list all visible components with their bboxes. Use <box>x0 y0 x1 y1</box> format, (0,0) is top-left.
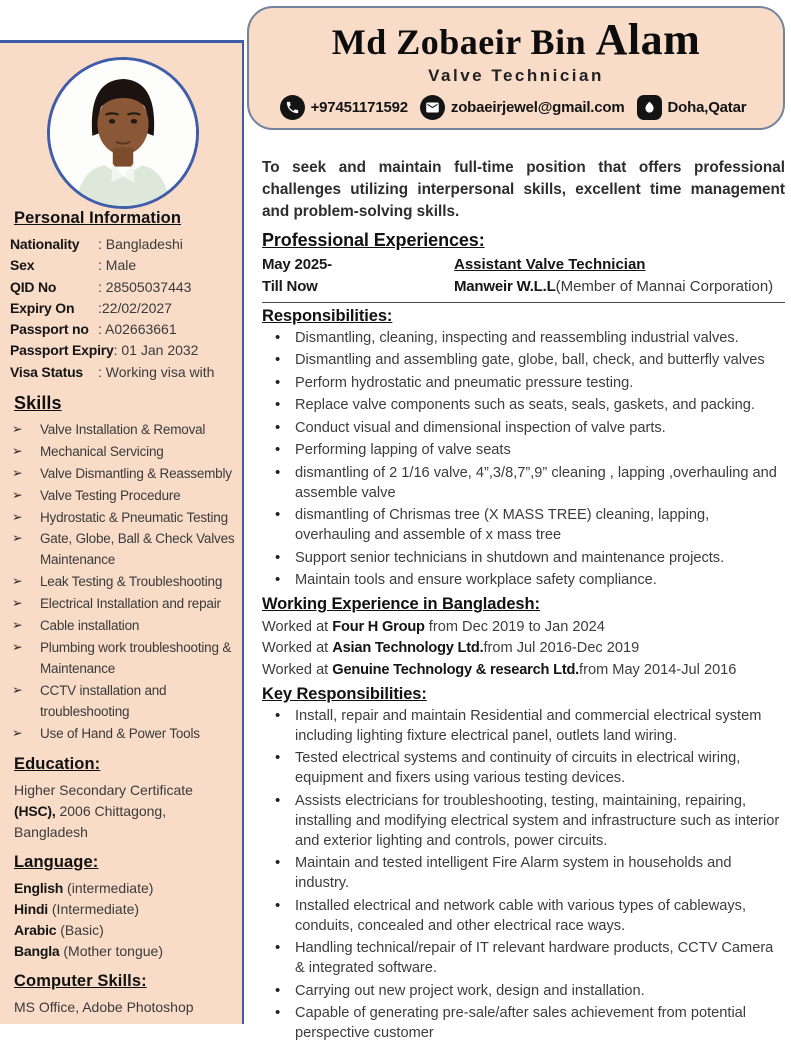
objective-text: To seek and maintain full-time position that offers professional challenges utilizing interpersonal skills, excellent time management and problem-solving skills. <box>262 159 785 220</box>
responsibility-text: Dismantling and assembling gate, globe, ball, check, and butterfly valves <box>295 352 765 369</box>
field-value: : Working visa with <box>98 363 215 380</box>
language-list <box>10 878 236 962</box>
experience-dates <box>262 254 454 298</box>
responsibility-text: Perform hydrostatic and pneumatic pressure testing. <box>295 374 634 391</box>
computer-skills-text: MS Office, Adobe Photoshop <box>14 998 194 1015</box>
work-period: from May 2014-Jul 2016 <box>579 661 737 678</box>
skill-item <box>10 508 236 529</box>
key-responsibility-item <box>262 749 785 789</box>
key-responsibility-text: Carrying out new project work, design and installation. <box>295 982 645 999</box>
language-name: English <box>14 879 64 896</box>
profile-photo <box>47 57 199 209</box>
skills-heading: Skills <box>14 392 62 413</box>
email-icon <box>420 95 445 120</box>
field-value: : Bangladeshi <box>98 236 183 252</box>
bangladesh-experience-list <box>262 617 785 680</box>
key-responsibility-text: Assists electricians for troubleshooting, testing, maintaining, repairing, installing and modifying electrical system and infrastructure such as interior and exterior lighting and controls, power circuits. <box>295 792 780 849</box>
key-responsibility-item <box>262 707 785 747</box>
personal-info-heading: Personal Information <box>14 209 182 227</box>
key-responsibility-text: Install, repair and maintain Residential and commercial electrical system including lighting fixture electrical panel, outlets land wiring. <box>295 707 762 744</box>
key-responsibility-item <box>262 792 785 852</box>
computer-skills-heading: Computer Skills: <box>14 971 147 990</box>
language-item <box>14 941 236 962</box>
contact-row <box>249 95 783 120</box>
responsibility-text: dismantling of Chrismas tree (X MASS TREE) cleaning, lapping, overhauling and assemble of x mass tree <box>295 507 710 544</box>
skill-item <box>10 724 236 745</box>
experience-block <box>262 254 785 303</box>
worked-at-prefix: Worked at <box>262 619 333 636</box>
responsibility-item <box>262 374 785 394</box>
skill-text: Valve Dismantling & Reassembly <box>40 465 232 481</box>
field-label: Nationality <box>10 236 80 252</box>
responsibility-text: Conduct visual and dimensional inspection of valve parts. <box>295 419 666 436</box>
responsibility-item <box>262 329 785 349</box>
key-responsibility-item <box>262 854 785 894</box>
company-name: Four H Group <box>332 619 425 636</box>
bangladesh-experience-item <box>262 617 785 638</box>
key-responsibility-text: Tested electrical systems and continuity of circuits in electrical wiring, equipment and fixers using various testing devices. <box>295 750 741 787</box>
responsibilities-heading: Responsibilities: <box>262 306 393 325</box>
responsibility-text: Support senior technicians in shutdown and maintenance projects. <box>295 549 725 566</box>
language-name: Arabic <box>14 921 57 938</box>
skill-text: Valve Installation & Removal <box>40 421 206 437</box>
key-responsibility-text: Maintain and tested intelligent Fire Alarm system in households and industry. <box>295 855 732 892</box>
skill-item <box>10 420 236 441</box>
field-value: : A02663661 <box>98 321 177 338</box>
work-period: from Jul 2016-Dec 2019 <box>483 640 640 657</box>
responsibility-item <box>262 571 785 591</box>
skill-item <box>10 464 236 485</box>
skill-item <box>10 572 236 593</box>
skill-text: Mechanical Servicing <box>40 443 164 459</box>
skill-item <box>10 529 236 571</box>
personal-info-row <box>10 234 236 255</box>
responsibility-item <box>262 419 785 439</box>
language-name: Bangla <box>14 942 60 959</box>
name-last: Alam <box>595 15 701 64</box>
professional-experiences-heading: Professional Experiences: <box>262 230 485 251</box>
experience-details <box>454 254 773 298</box>
field-label: Visa Status <box>10 363 84 380</box>
email-address: zobaeirjewel@gmail.com <box>450 99 625 117</box>
field-label: QID No <box>10 278 57 295</box>
key-responsibility-text: Handling technical/repair of IT relevant hardware products, CCTV Camera & integrated software. <box>295 940 774 977</box>
field-label: Sex <box>10 257 35 274</box>
experience-date-start: May 2025- <box>262 256 332 274</box>
language-heading: Language: <box>14 852 99 871</box>
responsibility-text: Performing lapping of valve seats <box>295 442 511 459</box>
responsibility-text: Maintain tools and ensure workplace safety compliance. <box>295 572 657 589</box>
company-name: Genuine Technology & research Ltd. <box>332 661 580 678</box>
skill-item <box>10 616 236 637</box>
personal-info-row <box>10 255 236 276</box>
education-pre: Higher Secondary Certificate <box>14 781 193 798</box>
skill-text: Valve Testing Procedure <box>40 487 181 503</box>
company-name: Manweir W.L.L <box>454 278 556 296</box>
skill-text: Leak Testing & Troubleshooting <box>40 574 223 590</box>
personal-info-list <box>10 234 236 383</box>
field-value: : 01 Jan 2032 <box>113 342 199 359</box>
skill-text: Gate, Globe, Ball & Check Valves Maintenance <box>40 531 235 568</box>
person-portrait-icon <box>50 60 196 206</box>
field-label: Passport no <box>10 321 89 338</box>
key-responsibilities-heading: Key Responsibilities: <box>262 684 427 703</box>
responsibilities-list <box>262 329 785 591</box>
responsibility-text: Dismantling, cleaning, inspecting and reassembling industrial valves. <box>295 329 739 346</box>
skill-item <box>10 442 236 463</box>
personal-info-row <box>10 362 236 383</box>
personal-info-row <box>10 340 236 361</box>
sidebar <box>0 40 244 1024</box>
person-name <box>249 16 783 64</box>
language-item <box>14 878 236 899</box>
key-responsibility-item <box>262 939 785 979</box>
work-period: from Dec 2019 to Jan 2024 <box>424 619 605 636</box>
main-content <box>249 138 789 1041</box>
field-label: Expiry On <box>10 299 75 316</box>
bangladesh-experience-item <box>262 638 785 659</box>
language-item <box>14 920 236 941</box>
education-degree: (HSC), <box>14 802 56 819</box>
field-label: Passport Expiry <box>10 342 114 359</box>
key-responsibility-text: Capable of generating pre-sale/after sales achievement from potential perspective customer <box>295 1005 747 1041</box>
skill-text: Electrical Installation and repair <box>40 596 221 612</box>
worked-at-prefix: Worked at <box>262 661 333 678</box>
education-heading: Education: <box>14 754 101 773</box>
bangladesh-experience-heading: Working Experience in Bangladesh: <box>262 595 540 614</box>
personal-info-row <box>10 298 236 319</box>
responsibility-text: dismantling of 2 1/16 valve, 4”,3/8,7”,9” cleaning , lapping ,overhauling and assemble valve <box>295 464 777 501</box>
field-value: : 28505037443 <box>98 278 192 295</box>
education-post: 2006 Chittagong, Bangladesh <box>14 802 167 840</box>
language-level: (Basic) <box>56 921 104 938</box>
personal-info-row <box>10 319 236 340</box>
header-card <box>247 6 785 130</box>
key-responsibilities-list <box>262 707 785 1044</box>
worked-at-prefix: Worked at <box>262 640 333 657</box>
field-value: : Male <box>98 257 137 274</box>
company-name: Asian Technology Ltd. <box>332 640 484 657</box>
skill-text: Plumbing work troubleshooting & Maintenance <box>40 640 232 676</box>
responsibility-item <box>262 351 785 371</box>
language-name: Hindi <box>14 900 48 917</box>
key-responsibility-item <box>262 982 785 1002</box>
responsibility-item <box>262 441 785 461</box>
responsibility-item <box>262 506 785 546</box>
phone-icon <box>280 95 305 120</box>
language-level: (intermediate) <box>63 879 154 896</box>
bangladesh-experience-item <box>262 660 785 681</box>
skill-text: Use of Hand & Power Tools <box>40 725 200 741</box>
location-text: Doha,Qatar <box>667 99 747 117</box>
skill-item <box>10 486 236 507</box>
field-value: :22/02/2027 <box>98 299 172 316</box>
language-level: (Mother tongue) <box>59 942 163 959</box>
responsibility-item <box>262 549 785 569</box>
skill-text: CCTV installation and troubleshooting <box>40 682 167 719</box>
key-responsibility-item <box>262 1004 785 1044</box>
language-item <box>14 899 236 920</box>
key-responsibility-text: Installed electrical and network cable with various types of cableways, conduits, concealed and other electrical race ways. <box>295 897 747 934</box>
skill-text: Cable installation <box>40 618 140 634</box>
language-level: (Intermediate) <box>48 900 140 917</box>
skill-item <box>10 681 236 723</box>
experience-company <box>454 276 773 298</box>
location-icon <box>637 95 662 120</box>
experience-role: Assistant Valve Technician <box>454 256 646 274</box>
skill-item <box>10 638 236 680</box>
education-text <box>14 780 236 843</box>
skill-item <box>10 594 236 615</box>
skills-list <box>10 420 236 745</box>
responsibility-text: Replace valve components such as seats, seals, gaskets, and packing. <box>295 397 755 414</box>
personal-info-row <box>10 277 236 298</box>
experience-date-end: Till Now <box>262 278 318 296</box>
job-title: Valve Technician <box>428 66 604 86</box>
responsibility-item <box>262 464 785 504</box>
key-responsibility-item <box>262 897 785 937</box>
company-note: (Member of Mannai Corporation) <box>555 278 774 296</box>
skill-text: Hydrostatic & Pneumatic Testing <box>40 509 228 525</box>
name-main: Md Zobaeir Bin <box>331 22 587 62</box>
phone-number: +97451171592 <box>310 99 408 117</box>
responsibility-item <box>262 396 785 416</box>
